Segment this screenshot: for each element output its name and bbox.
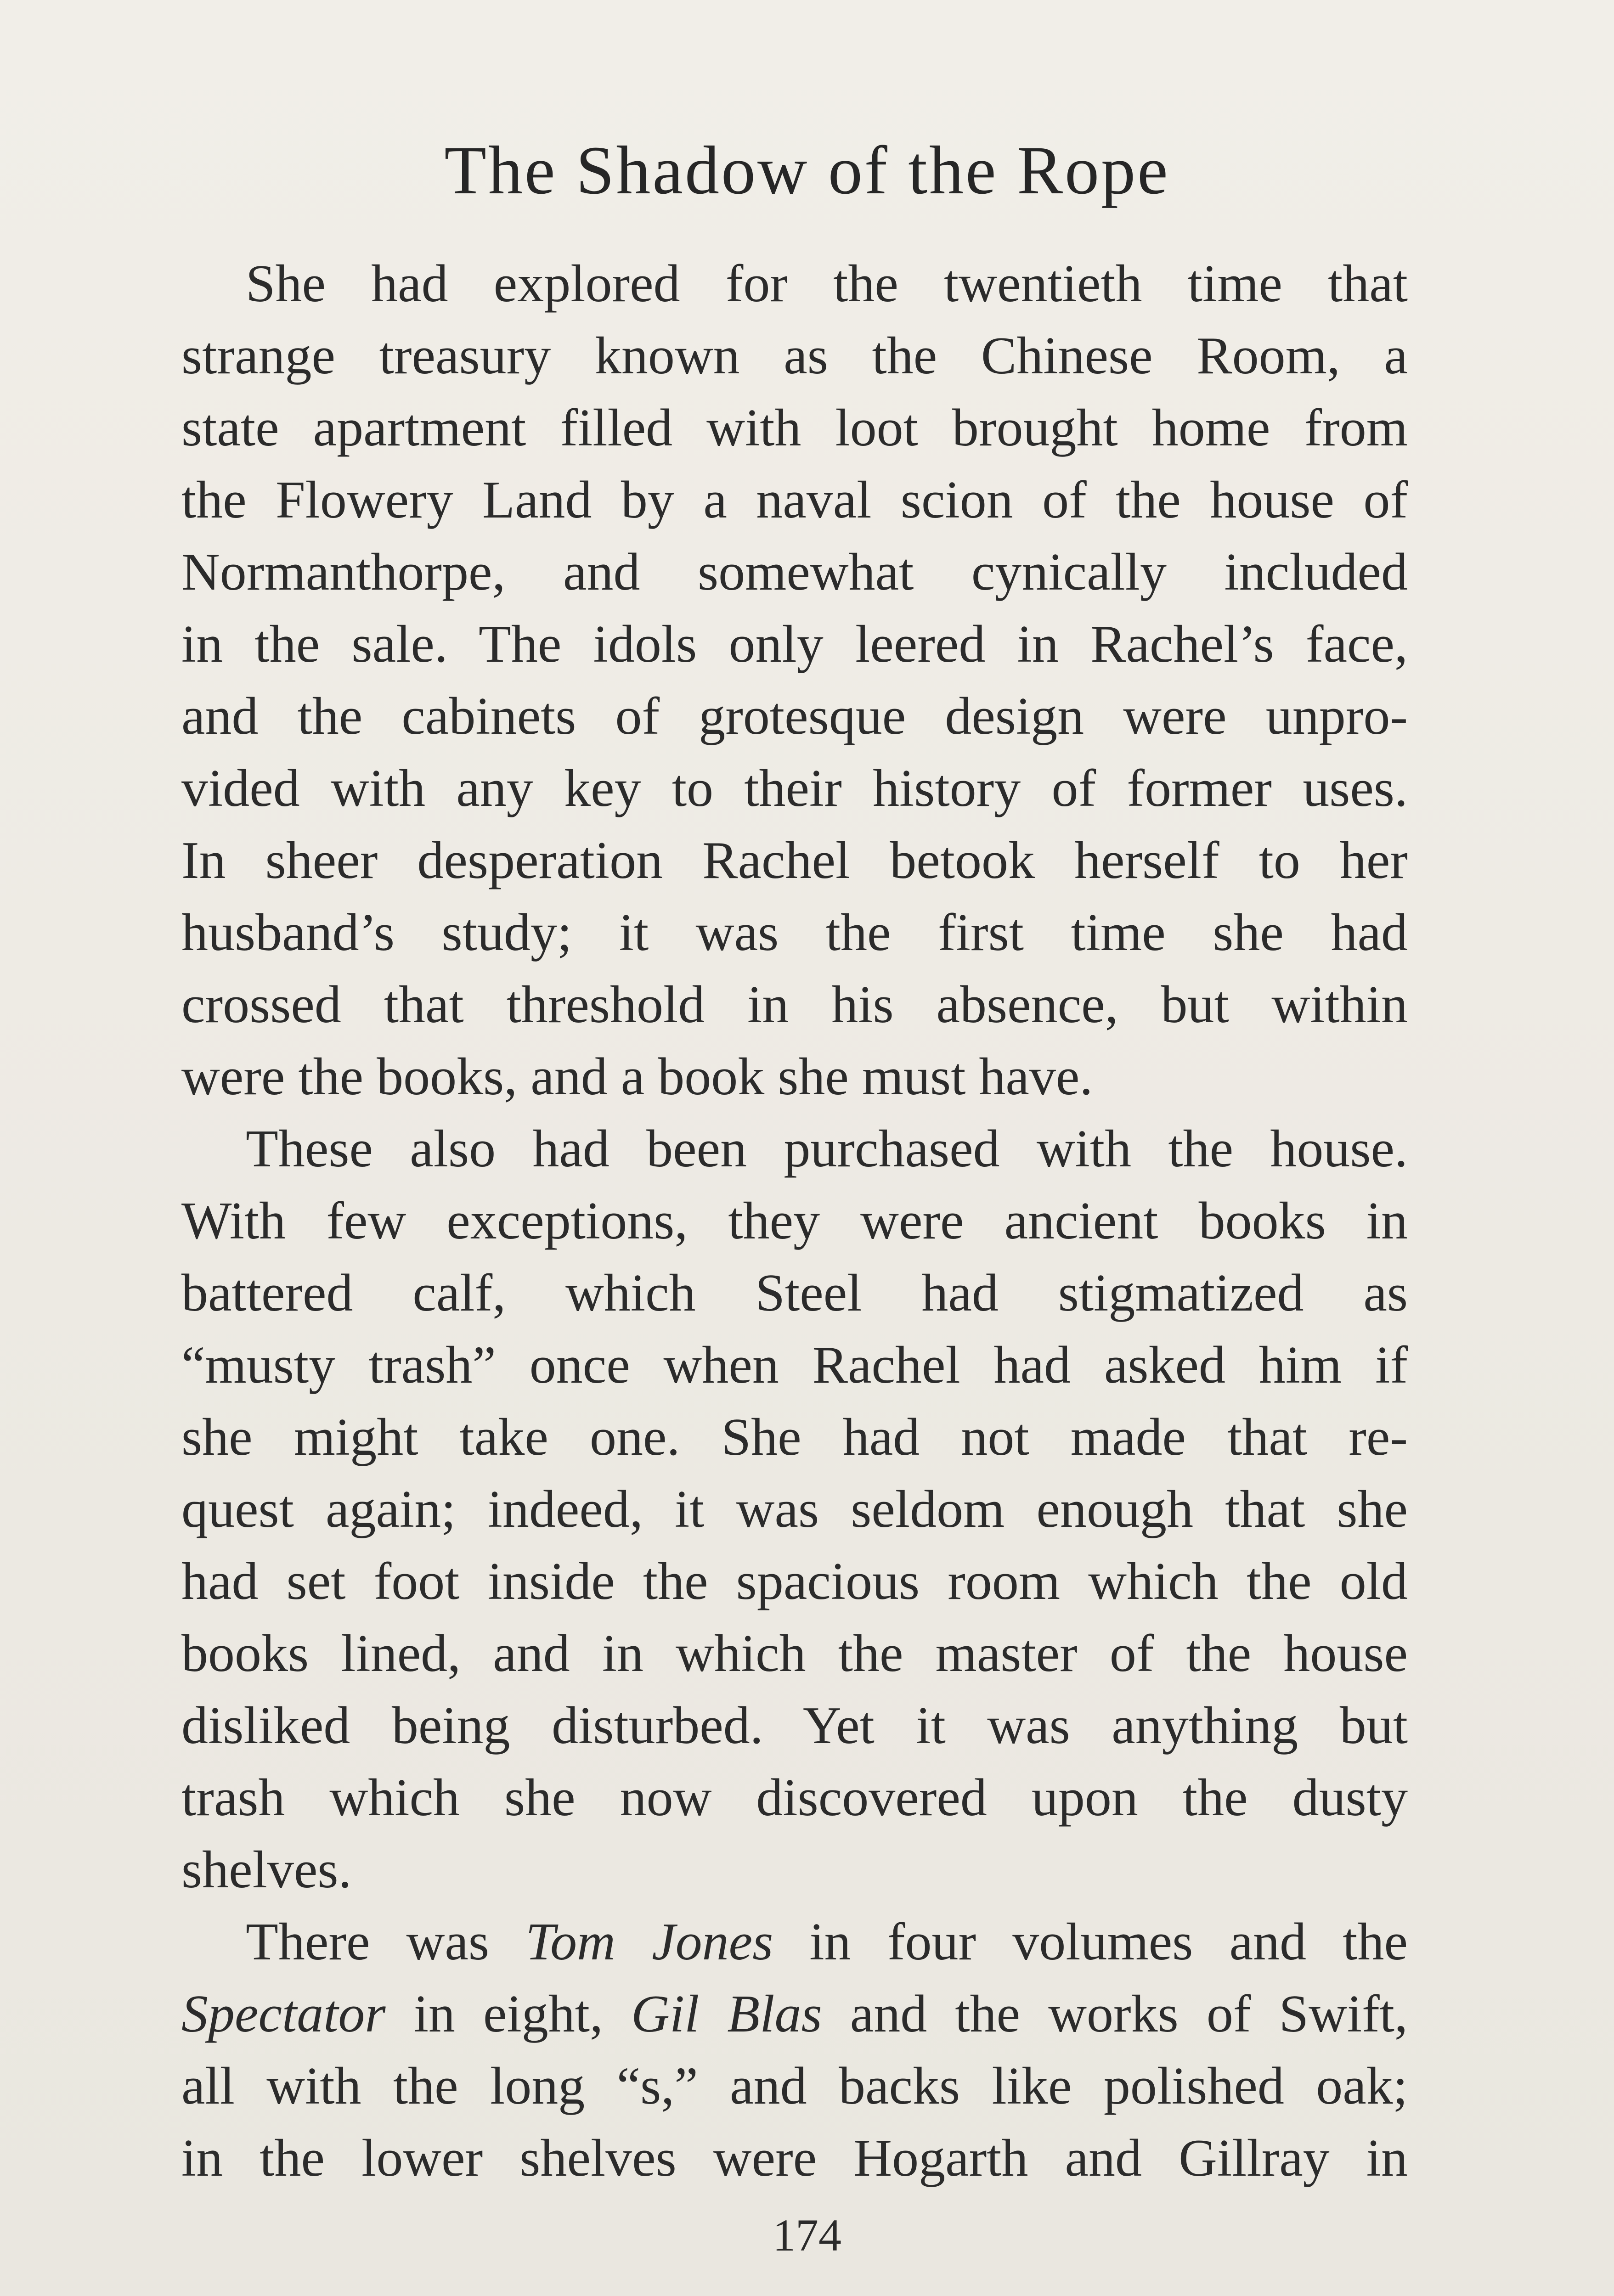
text-line: husband’s study; it was the first time she had [181, 903, 1408, 962]
text-line: She had explored for the twentieth time that [246, 254, 1408, 313]
text-line: shelves. [181, 1840, 352, 1899]
text-line: in the lower shelves were Hogarth and Gillray in [181, 2129, 1408, 2188]
text-line: vided with any key to their history of former uses. [181, 759, 1408, 818]
text-line: books lined, and in which the master of the house [181, 1624, 1408, 1683]
paragraph-2 [181, 1113, 1408, 1906]
text-line: crossed that threshold in his absence, but within [181, 975, 1408, 1034]
running-head: The Shadow of the Rope [444, 132, 1170, 208]
text-line: “musty trash” once when Rachel had asked him if [181, 1336, 1408, 1395]
book-title: Tom Jones [525, 1913, 773, 1971]
body-text [181, 248, 1408, 2195]
text-line: the Flowery Land by a naval scion of the house of [181, 471, 1408, 529]
text-line: and the cabinets of grotesque design were unpro- [181, 687, 1408, 746]
text-line: With few exceptions, they were ancient books in [181, 1192, 1408, 1250]
text-line: were the books, and a book she must have. [181, 1047, 1093, 1106]
paragraph-1 [181, 248, 1408, 1113]
page-number: 174 [773, 2210, 841, 2261]
text-line: trash which she now discovered upon the dusty [181, 1768, 1408, 1827]
text-line: in the sale. The idols only leered in Rachel’s face, [181, 615, 1408, 674]
text-line: she might take one. She had not made that re- [181, 1408, 1408, 1467]
book-title: Gil Blas [631, 1985, 822, 2043]
text-line: Normanthorpe, and somewhat cynically included [181, 543, 1408, 602]
text-line: quest again; indeed, it was seldom enough that she [181, 1480, 1408, 1539]
text-line: There was Tom Jones in four volumes and the [246, 1913, 1408, 1971]
paragraph-3 [181, 1906, 1408, 2195]
text-line: disliked being disturbed. Yet it was anything but [181, 1696, 1408, 1755]
text-line: strange treasury known as the Chinese Room, a [181, 326, 1408, 385]
text-line: battered calf, which Steel had stigmatized as [181, 1264, 1408, 1322]
text-line: had set foot inside the spacious room which the old [181, 1552, 1408, 1611]
text-line: Spectator in eight, Gil Blas and the works of Swift, [181, 1985, 1408, 2043]
text-line: all with the long “s,” and backs like polished oak; [181, 2057, 1408, 2116]
book-title: Spectator [181, 1985, 386, 2043]
text-line: These also had been purchased with the house. [246, 1120, 1408, 1178]
text-line: state apartment filled with loot brought home from [181, 399, 1408, 457]
text-line: In sheer desperation Rachel betook herself to her [181, 831, 1408, 890]
